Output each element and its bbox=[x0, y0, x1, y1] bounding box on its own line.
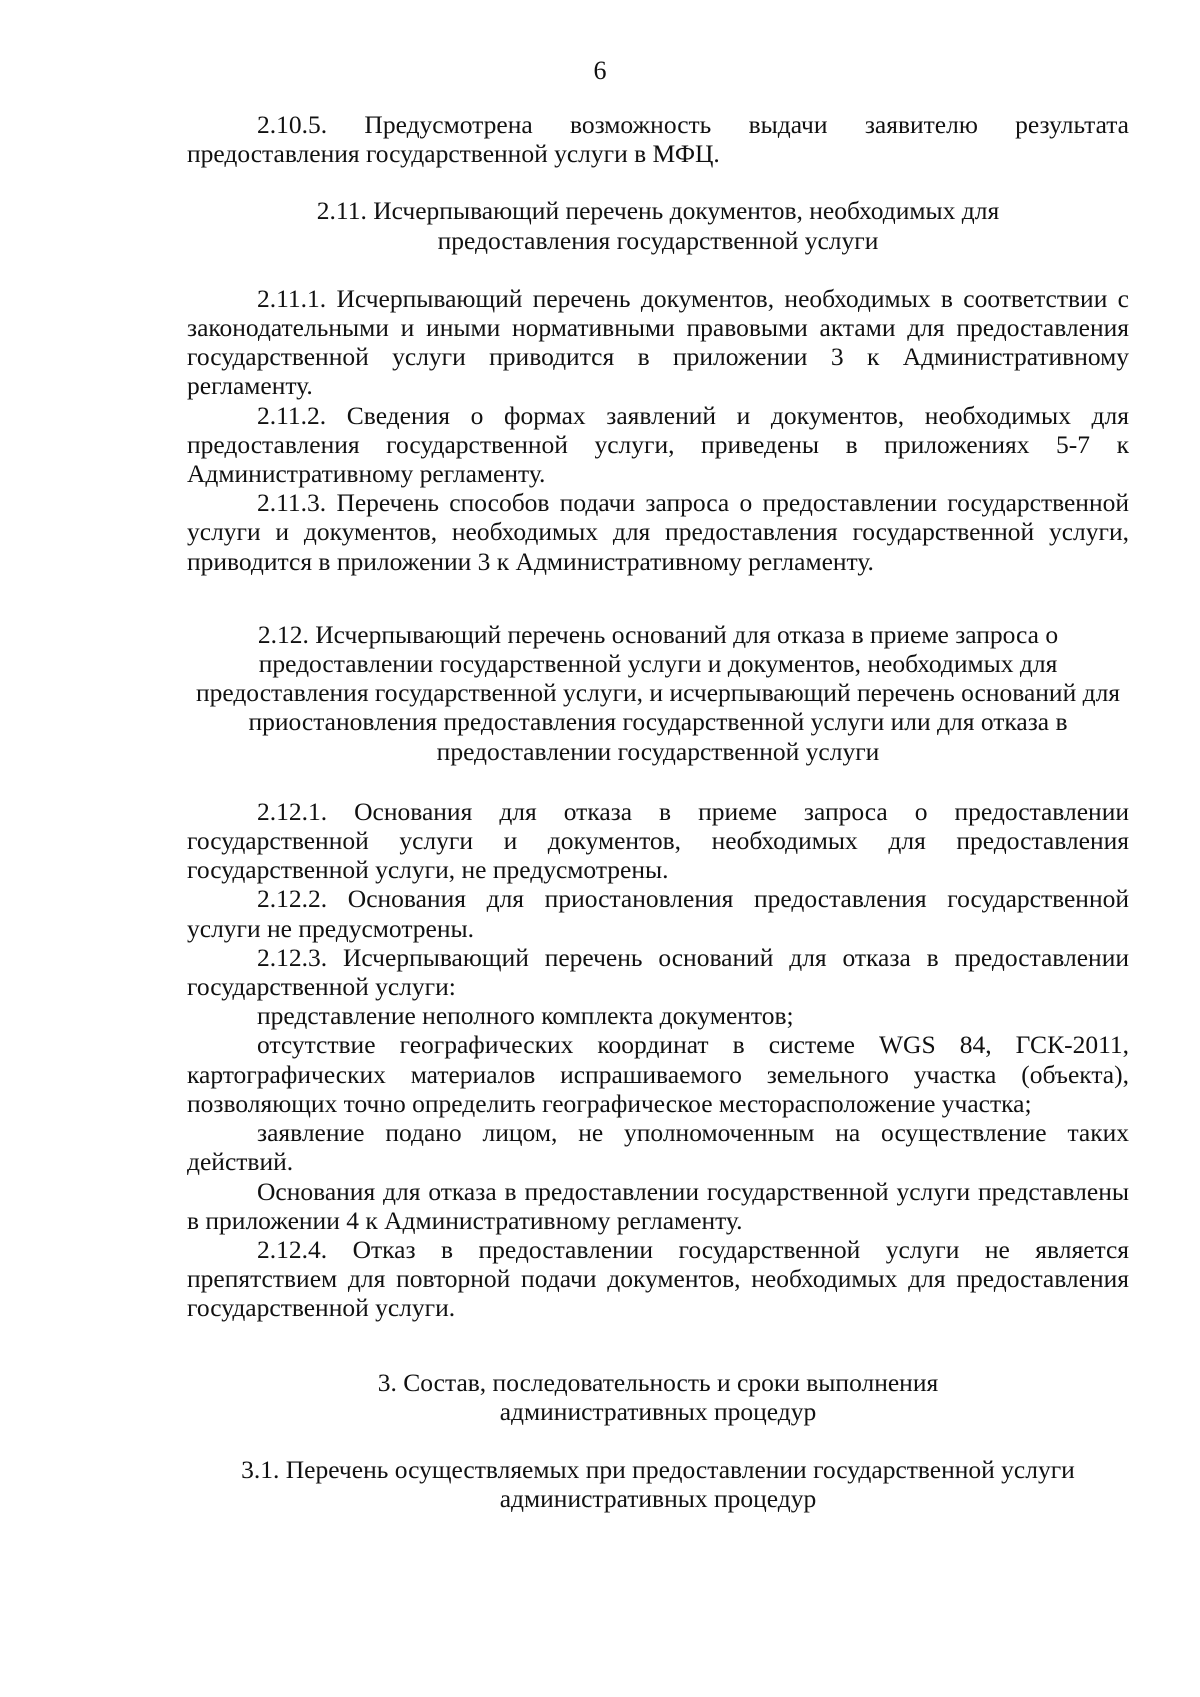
paragraph-2-10-5: 2.10.5. Предусмотрена возможность выдачи заявителю результата предоставления государственной услуги в МФЦ. bbox=[187, 110, 1129, 169]
heading-2-12: 2.12. Исчерпывающий перечень оснований для отказа в приеме запроса о предоставлении государственной услуги и документов, необходимых для предоставления государственной услуги, и исчерпывающий перечень оснований для приостановления предоставления государственной услуги или для отказа в предоставлении государственной услуги bbox=[195, 619, 1121, 766]
paragraph-2-12-4: 2.12.4. Отказ в предоставлении государственной услуги не является препятствием для повторной подачи документов, необходимых для предоставления государственной услуги. bbox=[187, 1234, 1129, 1323]
list-item-incomplete-documents: представление неполного комплекта документов; bbox=[257, 1001, 794, 1031]
list-item-unauthorized-applicant: заявление подано лицом, не уполномоченным на осуществление таких действий. bbox=[187, 1118, 1129, 1177]
paragraph-2-12-1: 2.12.1. Основания для отказа в приеме запроса о предоставлении государственной услуги и документов, необходимых для предоставления государственной услуги, не предусмотрены. bbox=[187, 796, 1129, 885]
paragraph-2-11-1: 2.11.1. Исчерпывающий перечень документов, необходимых в соответствии с законодательными и иными нормативными правовыми актами для предоставления государственной услуги приводится в приложении 3 к Административному регламенту. bbox=[187, 283, 1129, 401]
paragraph-2-12-3: 2.12.3. Исчерпывающий перечень оснований для отказа в предоставлении государственной услуги: bbox=[187, 942, 1129, 1002]
paragraph-2-11-3: 2.11.3. Перечень способов подачи запроса о предоставлении государственной услуги и документов, необходимых для предоставления государственной услуги, приводится в приложении 3 к Административному регламенту. bbox=[187, 488, 1129, 576]
paragraph-grounds-refusal: Основания для отказа в предоставлении государственной услуги представлены в приложении 4 к Административному регламенту. bbox=[187, 1176, 1129, 1235]
heading-2-11: 2.11. Исчерпывающий перечень документов, необходимых для предоставления государственной услуги bbox=[316, 196, 1000, 255]
list-item-missing-coordinates: отсутствие географических координат в системе WGS 84, ГСК-2011, картографических материалов испрашиваемого земельного участка (объекта), позволяющих точно определить географическое месторасположение участка; bbox=[187, 1030, 1129, 1118]
document-body bbox=[187, 110, 1129, 1513]
paragraph-2-11-2: 2.11.2. Сведения о формах заявлений и документов, необходимых для предоставления государственной услуги, приведены в приложениях 5-7 к Административному регламенту. bbox=[187, 400, 1129, 489]
heading-3-1: 3.1. Перечень осуществляемых при предоставлении государственной услуги административных процедур bbox=[241, 1454, 1075, 1514]
paragraph-2-12-2: 2.12.2. Основания для приостановления предоставления государственной услуги не предусмотрены. bbox=[187, 884, 1129, 943]
heading-section-3: 3. Состав, последовательность и сроки выполнения административных процедур bbox=[377, 1367, 939, 1426]
page-number: 6 bbox=[593, 56, 607, 85]
